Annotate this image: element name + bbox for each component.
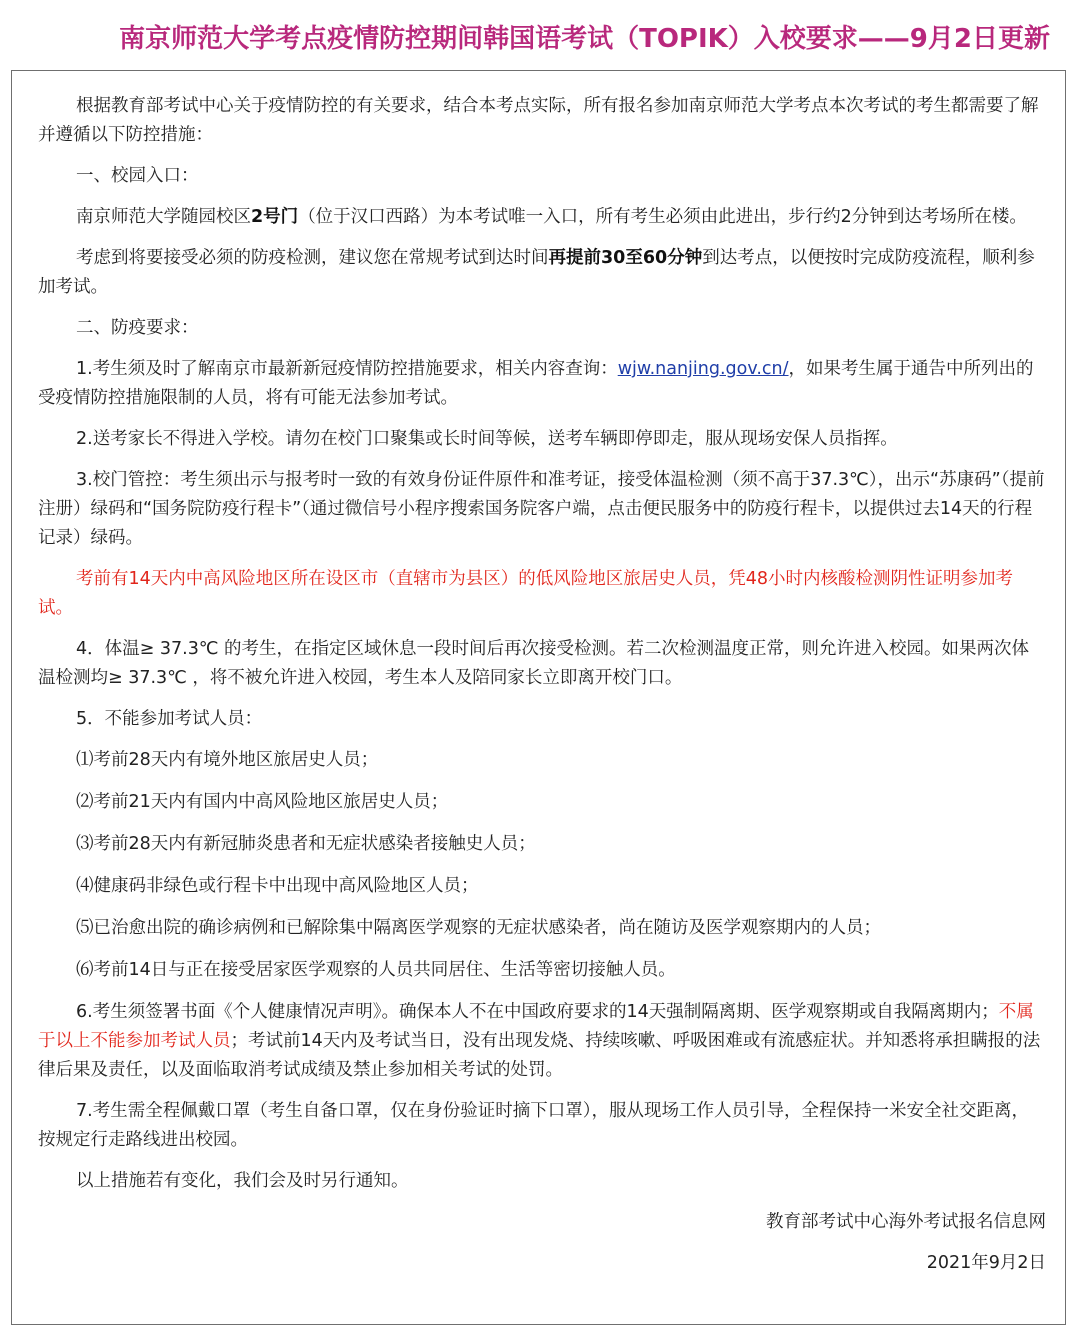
notice-content bbox=[38, 92, 1046, 1290]
arrival-text-a: 考虑到将要接受必须的防疫检测，建议您在常规考试到达时间 bbox=[76, 248, 549, 268]
gate-number: 2号门 bbox=[251, 207, 299, 227]
red-notice: 考前有14天内中高风险地区所在设区市（直辖市为县区）的低风险地区旅居史人员，凭48小时内核酸检测阴性证明参加考试。 bbox=[38, 569, 1014, 618]
item6-text-c: ；考试前14天内及考试当日，没有出现发烧、持续咳嗽、呼吸困难或有流感症状。并知悉将承担瞒报的法律后果及责任，以及面临取消考试成绩及禁止参加相关考试的处罚。 bbox=[38, 1031, 1041, 1080]
entrance-text-c: （位于汉口西路）为本考试唯一入口，所有考生必须由此进出，步行约2分钟到达考场所在楼。 bbox=[298, 207, 1027, 227]
requirement-item-5-heading: 5．不能参加考试人员： bbox=[76, 709, 263, 729]
exclusion-list-item: ⑴考前28天内有境外地区旅居史人员； bbox=[76, 750, 379, 770]
requirement-item-3: 3.校门管控：考生须出示与报考时一致的有效身份证件原件和准考证，接受体温检测（须不高于37.3℃），出示“苏康码”（提前注册）绿码和“国务院防疫行程卡”（通过微信号小程序搜索国务院客户端，点击便民服务中的防疫行程卡，以提供过去14天的行程记录）绿码。 bbox=[38, 470, 1045, 548]
date: 2021年9月2日 bbox=[926, 1253, 1046, 1273]
entrance-paragraph bbox=[38, 203, 1046, 232]
signature: 教育部考试中心海外考试报名信息网 bbox=[766, 1212, 1046, 1232]
requirement-item-7: 7.考生需全程佩戴口罩（考生自备口罩，仅在身份验证时摘下口罩），服从现场工作人员引导，全程保持一米安全社交距离，按规定行走路线进出校园。 bbox=[38, 1101, 1029, 1150]
closing-paragraph: 以上措施若有变化，我们会及时另行通知。 bbox=[76, 1171, 409, 1191]
exclusion-list-item: ⑹考前14日与正在接受居家医学观察的人员共同居住、生活等密切接触人员。 bbox=[76, 960, 676, 980]
page-title: 南京师范大学考点疫情防控期间韩国语考试（TOPIK）入校要求——9月2日更新 bbox=[119, 24, 1050, 54]
requirement-item-6 bbox=[38, 998, 1046, 1085]
arrival-paragraph bbox=[38, 244, 1046, 302]
exclusion-list-item: ⑵考前21天内有国内中高风险地区旅居史人员； bbox=[76, 792, 449, 812]
health-commission-link[interactable]: wjw.nanjing.gov.cn/ bbox=[617, 359, 789, 379]
exclusion-list-item: ⑶考前28天内有新冠肺炎患者和无症状感染者接触史人员； bbox=[76, 834, 536, 854]
exclusion-list-item: ⑸已治愈出院的确诊病例和已解除集中隔离医学观察的无症状感染者，尚在随访及医学观察期内的人员； bbox=[76, 918, 881, 938]
item1-text-a: 1.考生须及时了解南京市最新新冠疫情防控措施要求，相关内容查询： bbox=[76, 359, 618, 379]
requirement-item-4: 4．体温≥ 37.3℃ 的考生，在指定区域休息一段时间后再次接受检测。若二次检测温度正常，则允许进入校园。如果两次体温检测均≥ 37.3℃ ，将不被允许进入校园，考生本人及陪同家长立即离开校门口。 bbox=[38, 639, 1030, 688]
arrival-time-emphasis: 再提前30至60分钟 bbox=[548, 248, 703, 268]
exclusion-list-item: ⑷健康码非绿色或行程卡中出现中高风险地区人员； bbox=[76, 876, 479, 896]
requirement-item-1 bbox=[38, 355, 1046, 413]
section-heading-entrance: 一、校园入口： bbox=[76, 166, 199, 186]
requirement-item-2: 2.送考家长不得进入学校。请勿在校门口聚集或长时间等候，送考车辆即停即走，服从现场安保人员指挥。 bbox=[76, 429, 898, 449]
arrival-text-c: 到达考点，以便按时完成防疫流程，顺利参加考试。 bbox=[38, 248, 1035, 297]
item6-red-text: 不属于以上不能参加考试人员 bbox=[38, 1002, 1034, 1051]
item1-text-c: ，如果考生属于通告中所列出的受疫情防控措施限制的人员，将有可能无法参加考试。 bbox=[38, 359, 1034, 408]
item6-text-a: 6.考生须签署书面《个人健康情况声明》。确保本人不在中国政府要求的14天强制隔离期、医学观察期或自我隔离期内； bbox=[76, 1002, 999, 1022]
entrance-text-a: 南京师范大学随园校区 bbox=[76, 207, 251, 227]
section-heading-requirements: 二、防疫要求： bbox=[76, 318, 199, 338]
intro-paragraph: 根据教育部考试中心关于疫情防控的有关要求，结合本考点实际，所有报名参加南京师范大学考点本次考试的考生都需要了解并遵循以下防控措施： bbox=[38, 96, 1039, 145]
